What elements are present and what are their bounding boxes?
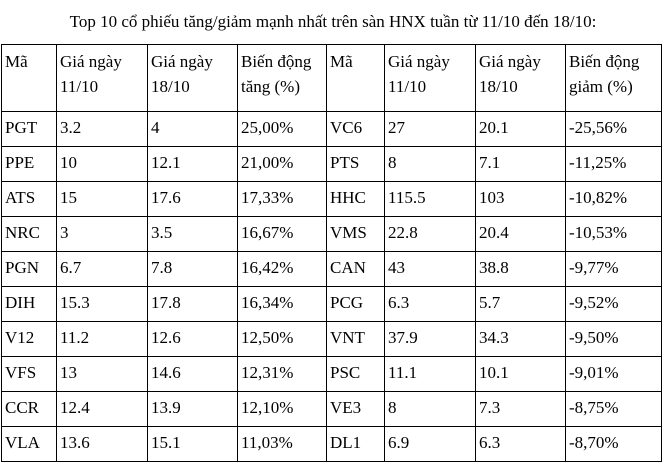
loss-price-end: 10.1 (476, 357, 566, 392)
gain-price-start: 11.2 (57, 322, 148, 357)
gain-price-end: 17.8 (148, 287, 238, 322)
table-row (2, 217, 662, 252)
table-row (2, 322, 662, 357)
table-row (2, 252, 662, 287)
table-title: Top 10 cổ phiếu tăng/giảm mạnh nhất trên sàn HNX tuần từ 11/10 đến 18/10: (69, 12, 597, 31)
loss-change: -8,70% (566, 427, 662, 462)
loss-price-end: 38.8 (476, 252, 566, 287)
loss-code: CAN (327, 252, 385, 287)
header-loss-price-start: Giá ngày 11/10 (385, 45, 476, 112)
loss-code: VNT (327, 322, 385, 357)
loss-code: VC6 (327, 112, 385, 147)
loss-change: -25,56% (566, 112, 662, 147)
loss-code: VE3 (327, 392, 385, 427)
loss-code: HHC (327, 182, 385, 217)
loss-change: -9,01% (566, 357, 662, 392)
loss-price-start: 6.3 (385, 287, 476, 322)
table-row (2, 357, 662, 392)
loss-price-end: 103 (476, 182, 566, 217)
loss-change: -8,75% (566, 392, 662, 427)
loss-code: DL1 (327, 427, 385, 462)
gain-price-end: 4 (148, 112, 238, 147)
loss-change: -10,82% (566, 182, 662, 217)
gain-change: 16,67% (238, 217, 327, 252)
gain-change: 12,31% (238, 357, 327, 392)
loss-code: PSC (327, 357, 385, 392)
gain-change: 25,00% (238, 112, 327, 147)
gain-price-end: 12.6 (148, 322, 238, 357)
loss-price-start: 8 (385, 147, 476, 182)
loss-change: -9,50% (566, 322, 662, 357)
loss-change: -9,77% (566, 252, 662, 287)
loss-price-end: 20.4 (476, 217, 566, 252)
gain-code: V12 (2, 322, 57, 357)
table-row (2, 147, 662, 182)
table-row (2, 392, 662, 427)
header-gain-price-end: Giá ngày 18/10 (148, 45, 238, 112)
gain-price-start: 15.3 (57, 287, 148, 322)
gain-code: DIH (2, 287, 57, 322)
gain-price-start: 13.6 (57, 427, 148, 462)
header-gain-change: Biến động tăng (%) (238, 45, 327, 112)
gain-change: 12,10% (238, 392, 327, 427)
stock-movers-table (1, 44, 662, 462)
gain-code: PPE (2, 147, 57, 182)
loss-price-start: 11.1 (385, 357, 476, 392)
loss-price-start: 27 (385, 112, 476, 147)
gain-price-end: 17.6 (148, 182, 238, 217)
loss-price-start: 6.9 (385, 427, 476, 462)
gain-price-start: 10 (57, 147, 148, 182)
gain-price-start: 12.4 (57, 392, 148, 427)
gain-code: PGT (2, 112, 57, 147)
table-row (2, 427, 662, 462)
header-gain-price-start: Giá ngày 11/10 (57, 45, 148, 112)
gain-code: VLA (2, 427, 57, 462)
header-gain-code: Mã (2, 45, 57, 112)
loss-price-start: 115.5 (385, 182, 476, 217)
loss-price-end: 20.1 (476, 112, 566, 147)
loss-price-start: 43 (385, 252, 476, 287)
loss-price-end: 6.3 (476, 427, 566, 462)
gain-price-start: 3.2 (57, 112, 148, 147)
gain-change: 17,33% (238, 182, 327, 217)
header-row (2, 45, 662, 112)
gain-price-start: 15 (57, 182, 148, 217)
gain-price-start: 3 (57, 217, 148, 252)
loss-code: VMS (327, 217, 385, 252)
gain-price-end: 15.1 (148, 427, 238, 462)
loss-price-end: 7.3 (476, 392, 566, 427)
gain-price-end: 3.5 (148, 217, 238, 252)
header-loss-change: Biến động giảm (%) (566, 45, 662, 112)
gain-change: 16,42% (238, 252, 327, 287)
table-row (2, 287, 662, 322)
gain-code: PGN (2, 252, 57, 287)
gain-code: CCR (2, 392, 57, 427)
loss-price-end: 34.3 (476, 322, 566, 357)
loss-change: -9,52% (566, 287, 662, 322)
gain-change: 21,00% (238, 147, 327, 182)
gain-code: NRC (2, 217, 57, 252)
gain-code: VFS (2, 357, 57, 392)
gain-price-end: 7.8 (148, 252, 238, 287)
gain-price-start: 6.7 (57, 252, 148, 287)
gain-code: ATS (2, 182, 57, 217)
table-row (2, 182, 662, 217)
loss-price-end: 7.1 (476, 147, 566, 182)
loss-change: -10,53% (566, 217, 662, 252)
gain-price-start: 13 (57, 357, 148, 392)
loss-price-start: 37.9 (385, 322, 476, 357)
loss-code: PTS (327, 147, 385, 182)
loss-code: PCG (327, 287, 385, 322)
loss-price-start: 8 (385, 392, 476, 427)
loss-price-end: 5.7 (476, 287, 566, 322)
gain-change: 16,34% (238, 287, 327, 322)
loss-change: -11,25% (566, 147, 662, 182)
header-loss-code: Mã (327, 45, 385, 112)
gain-price-end: 14.6 (148, 357, 238, 392)
header-loss-price-end: Giá ngày 18/10 (476, 45, 566, 112)
table-row (2, 112, 662, 147)
gain-change: 12,50% (238, 322, 327, 357)
gain-price-end: 13.9 (148, 392, 238, 427)
gain-price-end: 12.1 (148, 147, 238, 182)
gain-change: 11,03% (238, 427, 327, 462)
loss-price-start: 22.8 (385, 217, 476, 252)
